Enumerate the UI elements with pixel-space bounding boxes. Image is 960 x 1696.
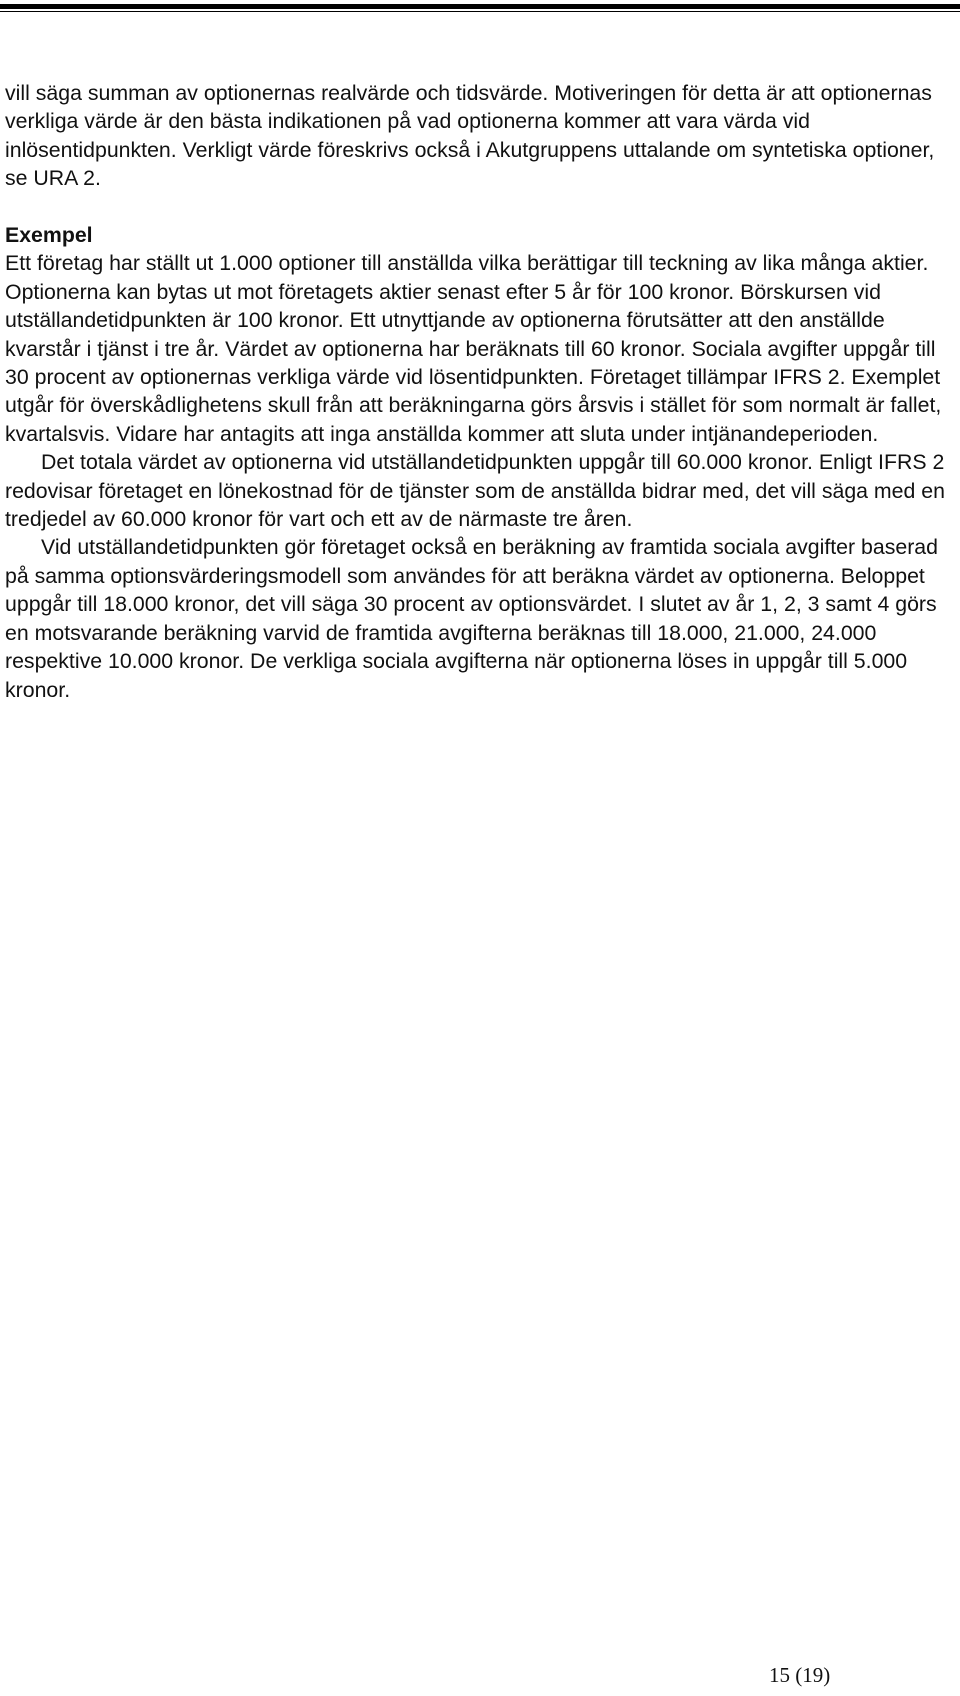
page-number: 15 (19) (769, 1663, 831, 1687)
section-heading: Exempel (5, 223, 93, 248)
header-rule-thin (0, 11, 960, 12)
document-body (5, 79, 950, 704)
body-paragraph: vill säga summan av optionernas realvärde och tidsvärde. Motiveringen för detta är att optionernas verkliga värde är den bästa indikationen på vad optionerna kommer att vara värda vid inlösentidpunkten. Verkligt värde föreskrivs också i Akutgruppens uttalande om syntetiska optioner, se URA 2. (5, 81, 935, 191)
body-paragraph: Ett företag har ställt ut 1.000 optioner till anställda vilka berättigar till teckning av lika många aktier. Optionerna kan bytas ut mot företagets aktier senast efter 5 år för 100 kronor. Börskursen vid utställandetidpunkten är 100 kronor. Ett utnyttjande av optionerna förutsätter att den anställde kvarstår i tjänst i tre år. Värdet av optionerna har beräknats till 60 kronor. Sociala avgifter uppgår till 30 procent av optionernas verkliga värde vid lösentidpunkten. Företaget tillämpar IFRS 2. Exemplet utgår för överskådlighetens skull från att beräkningarna görs årsvis i stället för som normalt är fallet, kvartalsvis. Vidare har antagits att inga anställda kommer att sluta under intjänandeperioden. (5, 251, 942, 446)
body-paragraph: Det totala värdet av optionerna vid utställandetidpunkten uppgår till 60.000 kronor. Enligt IFRS 2 redovisar företaget en lönekostnad för de tjänster som de anställda bidrar med, det vill säga med en tredjedel av 60.000 kronor för vart och ett av de närmaste tre åren. (5, 450, 945, 532)
body-paragraph: Vid utställandetidpunkten gör företaget också en beräkning av framtida sociala avgifter baserad på samma optionsvärderingsmodell som användes för att beräkna värdet av optionerna. Beloppet uppgår till 18.000 kronor, det vill säga 30 procent av optionsvärdet. I slutet av år 1, 2, 3 samt 4 görs en motsvarande beräkning varvid de framtida avgifterna beräknas till 18.000, 21.000, 24.000 respektive 10.000 kronor. De verkliga sociala avgifterna när optionerna löses in uppgår till 5.000 kronor. (5, 535, 938, 702)
header-rule (0, 4, 960, 9)
